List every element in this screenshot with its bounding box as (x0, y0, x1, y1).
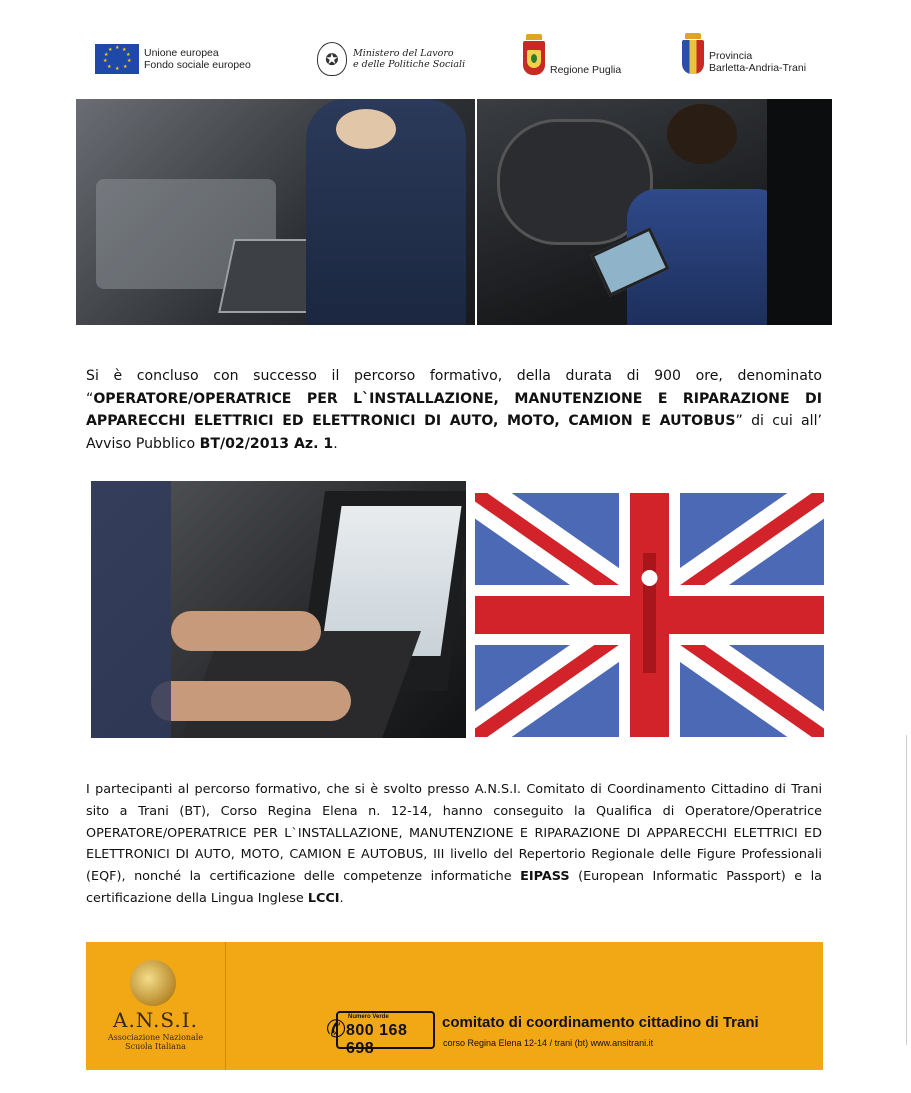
page-edge-line (906, 735, 907, 1045)
provincia-text (709, 50, 806, 74)
ministry-line2: e delle Politiche Sociali (353, 59, 466, 70)
course-title: OPERATORE/OPERATRICE PER L`INSTALLAZIONE, MANUTENZIONE E RIPARAZIONE DI APPARECCHI ELETTRICI ED ELETTRONICI DI AUTO, MOTO, CAMION E AUTOBUS (86, 390, 822, 429)
logo-strip (0, 30, 911, 90)
participants-text-b: (European Informatic Passport) e la certificazione della Lingua Inglese (86, 869, 822, 906)
bat-shield-icon (682, 40, 704, 74)
ansi-medal-icon (130, 960, 176, 1006)
italian-emblem-icon: ✪ (317, 42, 347, 76)
union-jack-svg (475, 493, 824, 737)
participants-text-a: I partecipanti al percorso formativo, che si è svolto presso A.N.S.I. Comitato di Coordinamento Cittadino di Trani sito a Trani (BT), Corso Regina Elena n. 12-14, hanno conseguito la Qualifica di Operatore/Operatrice OPERATORE/OPERATRICE PER L`INSTALLAZIONE, MANUTENZIONE E RIPARAZIONE DI APPARECCHI ELETTRICI ED ELETTRONICI DI AUTO, MOTO, CAMION E AUTOBUS, III livello del Repertorio Regionale delle Figure Professionali (EQF), nonché la certificazione delle competenze informatiche (86, 782, 822, 885)
ansi-logo-block (86, 942, 226, 1070)
photo-mechanic-laptop-engine (76, 99, 475, 325)
summary-middle: ” di cui all’ Avviso Pubblico (86, 413, 822, 452)
eu-line1: Unione europea (144, 47, 219, 59)
photo-technician-car-tablet (477, 99, 832, 325)
ministry-logo (317, 42, 465, 76)
provincia-line1: Provincia (709, 50, 753, 62)
phone-number: 800 168 698 (346, 1022, 408, 1057)
green-number-label: Numero Verde (348, 1014, 389, 1020)
course-summary-paragraph (86, 365, 822, 455)
ministry-logo-text (353, 48, 465, 70)
ministry-line1: Ministero del Lavoro (353, 48, 454, 59)
eipass-label: EIPASS (520, 869, 570, 885)
puglia-logo (523, 40, 621, 76)
photo-hands-laptop-diagnostics (91, 481, 466, 738)
puglia-text: Regione Puglia (550, 64, 622, 76)
lcci-label: LCCI (307, 890, 340, 906)
eu-logo (95, 44, 251, 74)
ansi-sub-line2: Scuola Italiana (125, 1042, 186, 1051)
summary-end: . (333, 435, 338, 452)
provincia-line2: Barletta-Andria-Trani (709, 62, 807, 74)
provincia-logo (682, 40, 806, 74)
eu-logo-text (144, 47, 251, 71)
comitato-title: comitato di coordinamento cittadino di Trani (442, 1014, 759, 1031)
ansi-sub-line1: Associazione Nazionale (107, 1033, 204, 1042)
phone-icon: ✆ (326, 1015, 347, 1043)
participants-text-c: . (339, 890, 344, 906)
comitato-address: corso Regina Elena 12-14 / trani (bt) www.ansitrani.it (443, 1038, 654, 1048)
union-jack-collage-image (475, 493, 824, 737)
eu-flag-icon: ★ ★ ★ ★ ★ ★ ★ ★ ★ ★ (95, 44, 139, 74)
avviso-code: BT/02/2013 Az. 1 (199, 435, 334, 452)
summary-intro: Si è concluso con successo il percorso formativo, della durata di 900 ore, denominato “ (86, 368, 822, 407)
participants-paragraph (86, 779, 822, 910)
ansi-banner (86, 942, 823, 1070)
ansi-name: A.N.S.I. (113, 1008, 198, 1032)
ansi-subtitle (86, 1033, 225, 1051)
puglia-shield-icon (523, 41, 545, 75)
eu-line2: Fondo sociale europeo (144, 59, 251, 71)
green-number-box (326, 1011, 435, 1057)
